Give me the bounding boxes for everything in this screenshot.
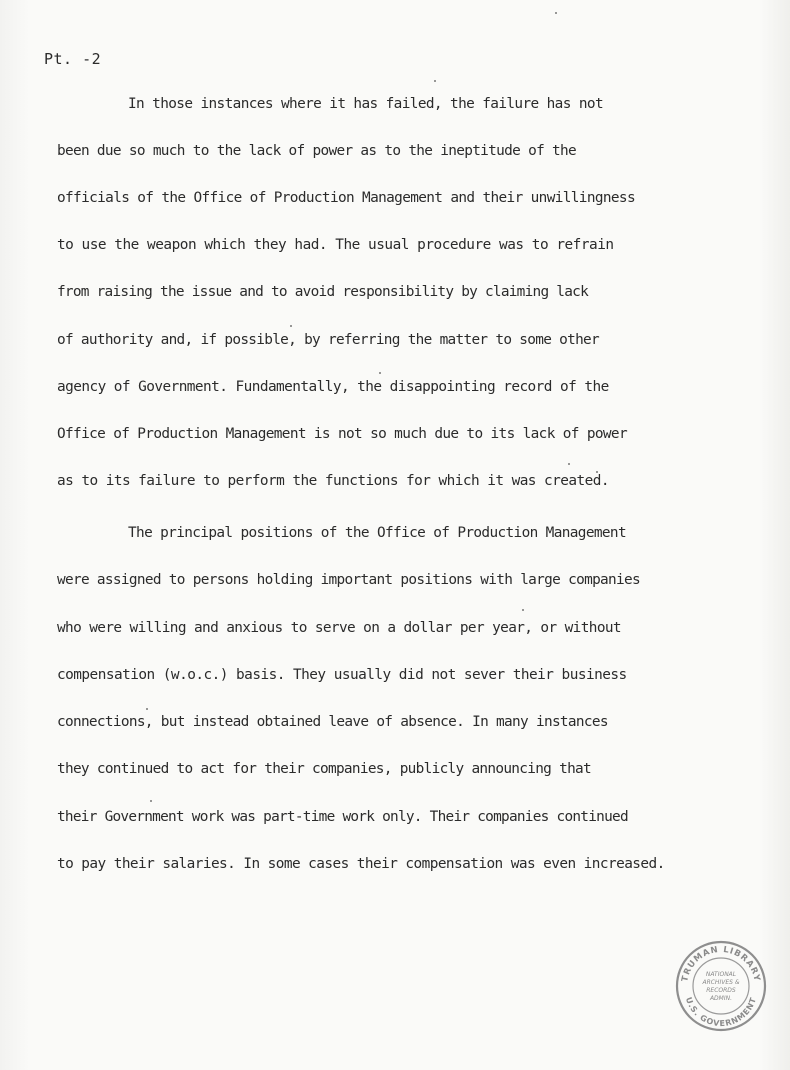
page-number: Pt. -2: [44, 50, 102, 68]
scan-speck: [522, 609, 524, 611]
stamp-top-text: TRUMAN LIBRARY: [680, 944, 762, 983]
paragraph-1-line-2: been due so much to the lack of power as to the ineptitude of the: [57, 143, 576, 159]
scan-speck: [596, 471, 598, 473]
paragraph-2-line-3: who were willing and anxious to serve on a dollar per year, or without: [57, 620, 621, 636]
paragraph-1-line-3: officials of the Office of Production Management and their unwillingness: [57, 190, 635, 206]
paragraph-1-line-9: as to its failure to perform the functions for which it was created.: [57, 473, 609, 489]
paragraph-2-line-5: connections, but instead obtained leave of absence. In many instances: [57, 714, 608, 730]
paragraph-1-line-6: of authority and, if possible, by referring the matter to some other: [57, 332, 599, 348]
scan-speck: [434, 80, 436, 82]
stamp-center-line-3: RECORDS: [706, 987, 736, 994]
scan-speck: [555, 12, 557, 14]
paragraph-2-line-1: The principal positions of the Office of Production Management: [128, 525, 626, 541]
paragraph-1-line-4: to use the weapon which they had. The usual procedure was to refrain: [57, 237, 614, 253]
paragraph-1-line-7: agency of Government. Fundamentally, the disappointing record of the: [57, 379, 609, 395]
scan-speck: [379, 372, 381, 374]
stamp-bottom-text: U.S. GOVERNMENT: [683, 995, 759, 1029]
paragraph-2-line-8: to pay their salaries. In some cases their compensation was even increased.: [57, 856, 665, 872]
paragraph-1-line-1: In those instances where it has failed, the failure has not: [128, 96, 603, 112]
scan-speck: [568, 463, 570, 465]
scan-speck: [290, 325, 292, 327]
paragraph-1-line-5: from raising the issue and to avoid responsibility by claiming lack: [57, 284, 588, 300]
scan-speck: [146, 708, 148, 710]
scan-speck: [150, 800, 152, 802]
stamp-center-line-4: ADMIN.: [709, 995, 733, 1002]
archive-stamp-seal: [675, 940, 767, 1032]
stamp-center-line-1: NATIONAL: [705, 971, 737, 978]
stamp-center-line-2: ARCHIVES &: [702, 979, 740, 986]
paragraph-2-line-2: were assigned to persons holding important positions with large companies: [57, 572, 640, 588]
paragraph-2-line-4: compensation (w.o.c.) basis. They usually did not sever their business: [57, 667, 627, 683]
paragraph-2-line-6: they continued to act for their companies, publicly announcing that: [57, 761, 592, 777]
paragraph-2-line-7: their Government work was part-time work only. Their companies continued: [57, 809, 628, 825]
paragraph-1-line-8: Office of Production Management is not so much due to its lack of power: [57, 426, 627, 442]
